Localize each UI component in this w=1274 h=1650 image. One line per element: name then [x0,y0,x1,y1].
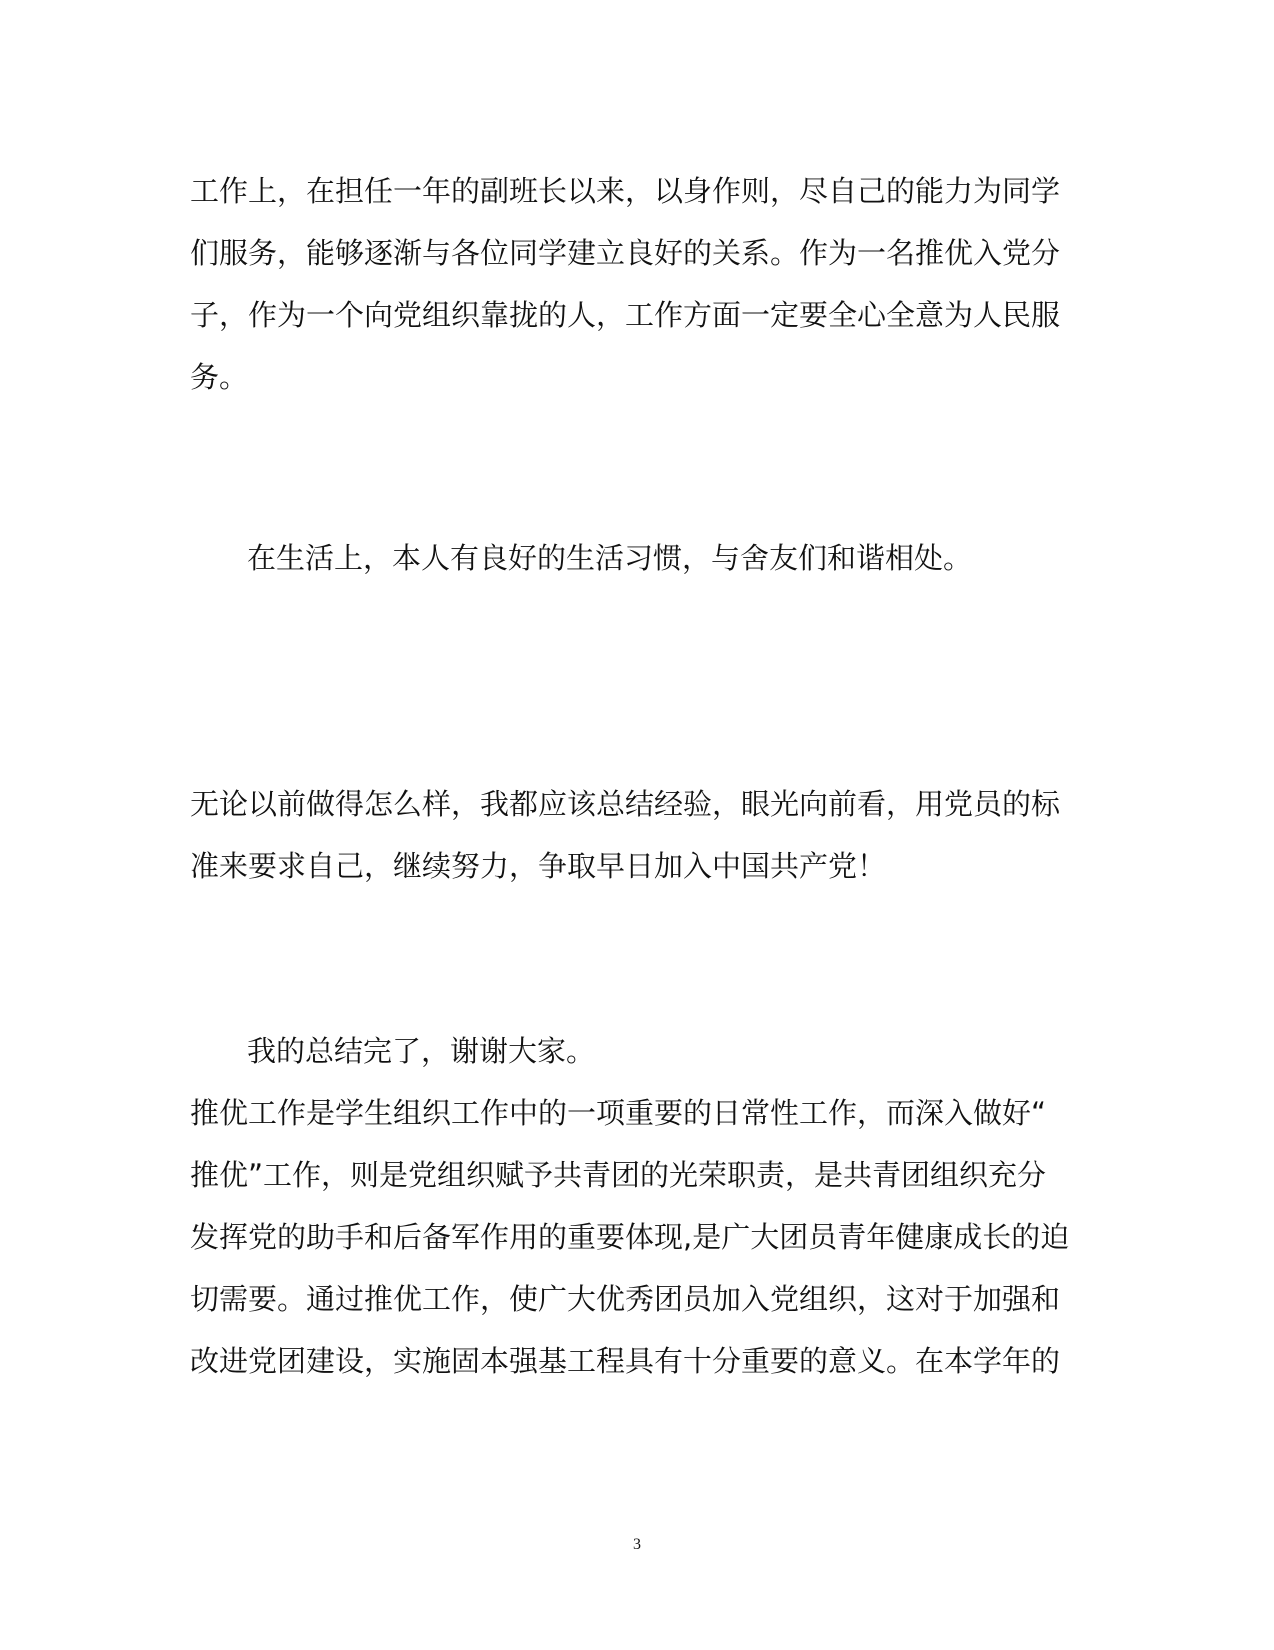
paragraph-work-line-3: 子，作为一个向党组织靠拢的人，工作方面一定要全心全意为人民服 [190,298,1061,332]
paragraph-tuiyou-line-2: 推优”工作，则是党组织赋予共青团的光荣职责，是共青团组织充分 [190,1158,1047,1192]
paragraph-tuiyou-line-4: 切需要。通过推优工作，使广大优秀团员加入党组织，这对于加强和 [190,1282,1061,1316]
paragraph-tuiyou-line-3: 发挥党的助手和后备军作用的重要体现,是广大团员青年健康成长的迫 [190,1220,1070,1254]
paragraph-work-line-4: 务。 [190,360,249,394]
paragraph-life-line-1: 在生活上，本人有良好的生活习惯，与舍友们和谐相处。 [247,541,973,575]
paragraph-future-line-1: 无论以前做得怎么样，我都应该总结经验，眼光向前看，用党员的标 [190,787,1061,821]
paragraph-tuiyou-line-1: 推优工作是学生组织工作中的一项重要的日常性工作，而深入做好“ [190,1096,1047,1130]
paragraph-tuiyou-line-5: 改进党团建设，实施固本强基工程具有十分重要的意义。在本学年的 [190,1344,1061,1378]
paragraph-future-line-2: 准来要求自己，继续努力，争取早日加入中国共产党！ [190,849,887,883]
paragraph-work-line-2: 们服务，能够逐渐与各位同学建立良好的关系。作为一名推优入党分 [190,236,1061,270]
paragraph-closing-line-1: 我的总结完了，谢谢大家。 [247,1034,596,1068]
page-number: 3 [633,1536,641,1553]
paragraph-work-line-1: 工作上，在担任一年的副班长以来，以身作则，尽自己的能力为同学 [190,174,1061,208]
